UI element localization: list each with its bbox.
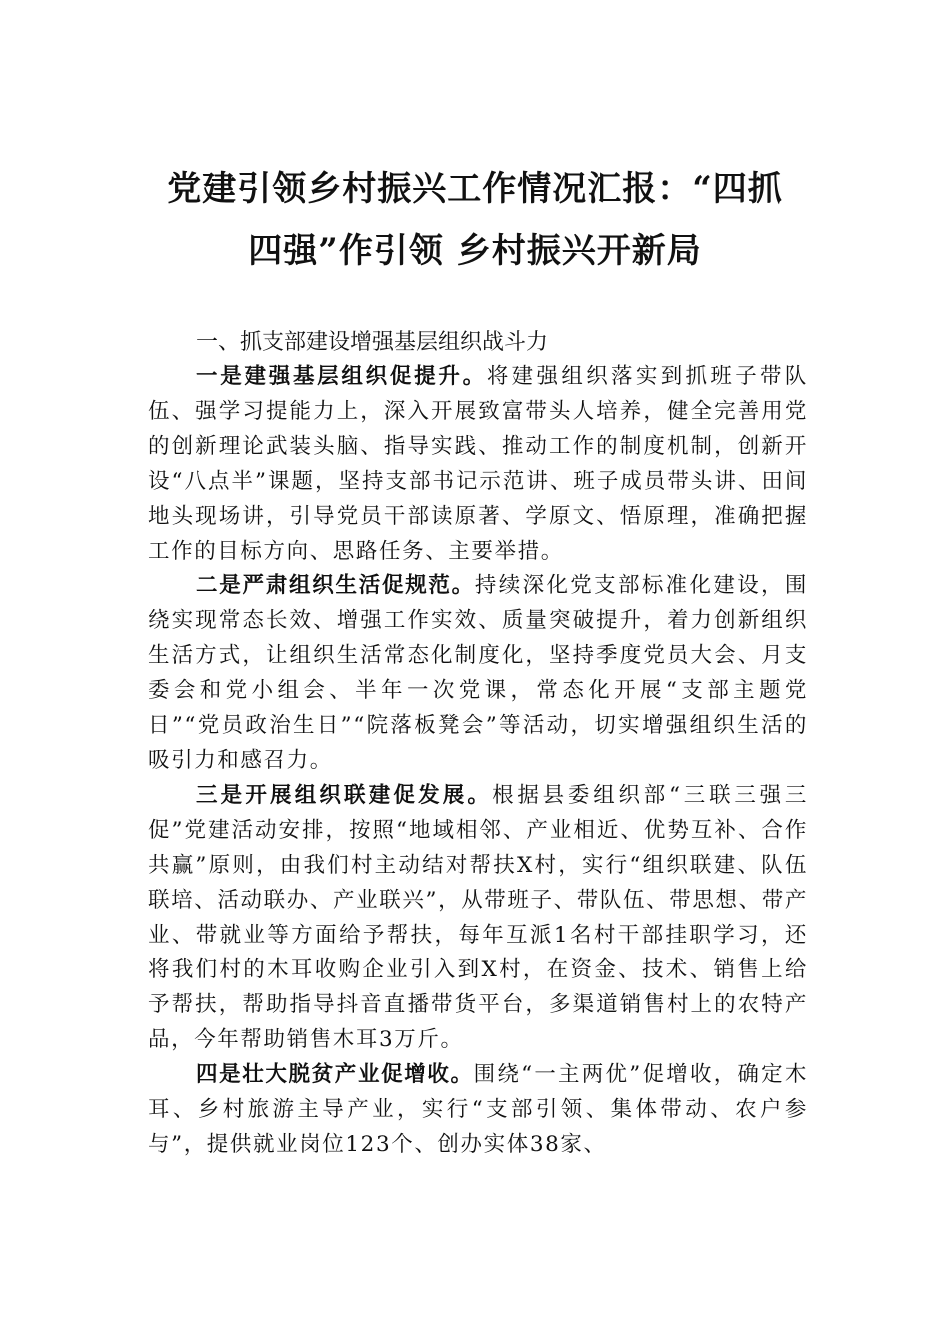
paragraph-4 [148, 1058, 808, 1163]
paragraph-lead: 二是严肃组织生活促规范。 [196, 573, 475, 599]
paragraph-text: 将建强组织落实到抓班子带队伍、强学习提能力上，深入开展致富带头人培养，健全完善用党的创新理论武装头脑、指导实践、推动工作的制度机制，创新开设“八点半”课题，坚持支部书记示范讲、班子成员带头讲、田间地头现场讲，引导党员干部读原著、学原文、悟原理，准确把握工作的目标方向、思路任务、主要举措。 [148, 364, 808, 564]
paragraph-text: 根据县委组织部“三联三强三促”党建活动安排，按照“地域相邻、产业相近、优势互补、合作共赢”原则，由我们村主动结对帮扶X村，实行“组织联建、队伍联培、活动联办、产业联兴”，从带班子、带队伍、带思想、带产业、带就业等方面给予帮扶，每年互派1名村干部挂职学习，还将我们村的木耳收购企业引入到X村，在资金、技术、销售上给予帮扶，帮助指导抖音直播带货平台，多渠道销售村上的农特产品，今年帮助销售木耳3万斤。 [148, 782, 808, 1053]
title-line-2: 四强”作引领 乡村振兴开新局 [248, 231, 702, 271]
paragraph-text: 围绕“一主两优”促增收，确定木耳、乡村旅游主导产业，实行“支部引领、集体带动、农户参与”，提供就业岗位123个、创办实体38家、 [148, 1062, 808, 1157]
paragraph-1 [148, 360, 808, 569]
paragraph-lead: 一是建强基层组织促提升。 [196, 364, 487, 389]
paragraph-lead: 四是壮大脱贫产业促增收。 [196, 1062, 474, 1088]
paragraph-lead: 三是开展组织联建促发展。 [196, 782, 493, 808]
paragraph-text: 持续深化党支部标准化建设，围绕实现常态长效、增强工作实效、质量突破提升，着力创新组织生活方式，让组织生活常态化制度化，坚持季度党员大会、月支委会和党小组会、半年一次党课，常态化开展“支部主题党日”“党员政治生日”“院落板凳会”等活动，切实增强组织生活的吸引力和感召力。 [148, 573, 808, 773]
paragraph-3 [148, 779, 808, 1058]
title-line-1: 党建引领乡村振兴工作情况汇报：“四抓 [167, 169, 783, 209]
paragraph-2 [148, 569, 808, 778]
section-heading: 一、抓支部建设增强基层组织战斗力 [196, 330, 549, 355]
document-title [150, 158, 800, 282]
document-body [148, 326, 808, 1163]
